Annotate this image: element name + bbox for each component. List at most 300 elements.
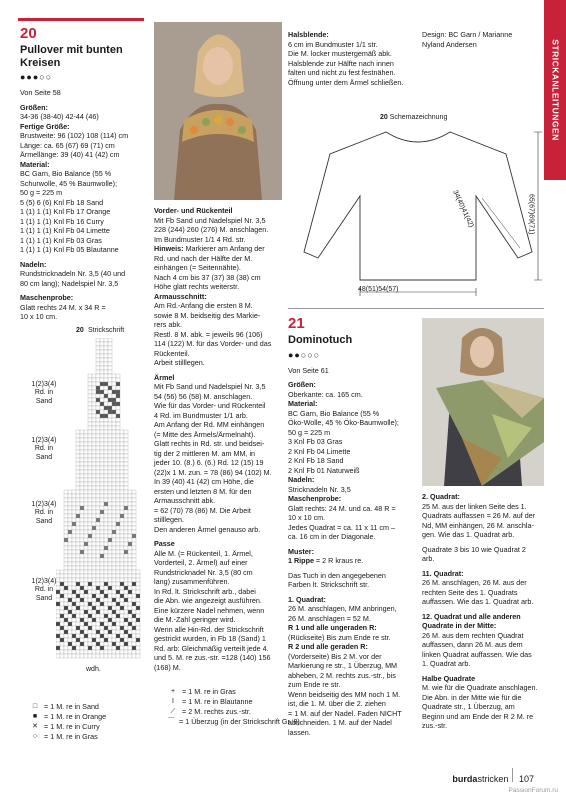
half-line: zus.-str. bbox=[422, 721, 448, 730]
chart-cell bbox=[108, 602, 112, 606]
chart-cell bbox=[100, 506, 104, 510]
chart-cell bbox=[96, 342, 100, 346]
chart-cell bbox=[96, 654, 100, 658]
chart-cell bbox=[104, 386, 108, 390]
chart-cell bbox=[124, 482, 128, 486]
chart-cell bbox=[88, 386, 92, 390]
chart-cell bbox=[80, 450, 84, 454]
chart-cell bbox=[128, 530, 132, 534]
chart-cell bbox=[96, 522, 100, 526]
chart-cell bbox=[104, 410, 108, 414]
chart-cell bbox=[100, 550, 104, 554]
chart-cell bbox=[72, 598, 76, 602]
chart-cell bbox=[116, 466, 120, 470]
chart-cell bbox=[92, 494, 96, 498]
chart-cell bbox=[96, 362, 100, 366]
chart-cell bbox=[76, 526, 80, 530]
chart-cell bbox=[112, 522, 116, 526]
chart-cell bbox=[80, 454, 84, 458]
chart-cell bbox=[92, 550, 96, 554]
chart-cell bbox=[96, 570, 100, 574]
chart-cell bbox=[84, 590, 88, 594]
chart-cell bbox=[96, 422, 100, 426]
chart-cell bbox=[116, 402, 120, 406]
material-line: 2 Knl Fb 01 Naturweiß bbox=[288, 465, 360, 475]
chart-cell bbox=[132, 542, 136, 546]
chart-cell bbox=[100, 490, 104, 494]
chart-cell bbox=[124, 530, 128, 534]
chart-cell bbox=[124, 598, 128, 602]
watermark: PassionForum.ru bbox=[508, 787, 558, 795]
chart-cell bbox=[100, 422, 104, 426]
chart-cell bbox=[76, 558, 80, 562]
chart-cell bbox=[80, 634, 84, 638]
chart-cell bbox=[72, 498, 76, 502]
chart-cell bbox=[120, 542, 124, 546]
chart-cell bbox=[88, 502, 92, 506]
chart-cell bbox=[92, 594, 96, 598]
chart-cell bbox=[104, 486, 108, 490]
chart-cell bbox=[68, 558, 72, 562]
chart-cell bbox=[136, 590, 140, 594]
chart-cell bbox=[60, 646, 64, 650]
chart-cell bbox=[60, 642, 64, 646]
chart-cell bbox=[92, 450, 96, 454]
chart-cell bbox=[68, 534, 72, 538]
armhole-text bbox=[154, 301, 286, 368]
chart-cell bbox=[88, 418, 92, 422]
chart-cell bbox=[96, 578, 100, 582]
chart-cell bbox=[68, 538, 72, 542]
chart-cell bbox=[96, 494, 100, 498]
chart-cell bbox=[88, 654, 92, 658]
chart-cell bbox=[132, 598, 136, 602]
gauge-line: 10 x 10 cm. bbox=[20, 312, 58, 322]
chart-cell bbox=[96, 498, 100, 502]
chart-cell bbox=[92, 606, 96, 610]
chart-cell bbox=[96, 606, 100, 610]
yoke-line: Rundstricknadel Nr. 3,5 (80 cm bbox=[154, 567, 253, 577]
chart-cell bbox=[72, 490, 76, 494]
chart-cell bbox=[84, 454, 88, 458]
chart-cell bbox=[72, 578, 76, 582]
chart-cell bbox=[124, 558, 128, 562]
chart-cell bbox=[72, 606, 76, 610]
neckband-line: falten und nicht zu fest festnähen. bbox=[288, 68, 396, 77]
chart-cell bbox=[64, 554, 68, 558]
chart-cell bbox=[68, 526, 72, 530]
chart-cell bbox=[92, 630, 96, 634]
chart-cell bbox=[80, 574, 84, 578]
chart-cell bbox=[112, 410, 116, 414]
chart-cell bbox=[76, 570, 80, 574]
chart-cell bbox=[108, 346, 112, 350]
chart-label-line: 1(2)3(4) bbox=[31, 578, 57, 585]
chart-cell bbox=[64, 574, 68, 578]
chart-cell bbox=[96, 530, 100, 534]
chart-cell bbox=[76, 478, 80, 482]
chart-cell bbox=[84, 518, 88, 522]
chart-cell bbox=[112, 610, 116, 614]
legend-row bbox=[30, 722, 148, 732]
chart-cell bbox=[100, 442, 104, 446]
chart-cell bbox=[108, 646, 112, 650]
chart-cell bbox=[120, 582, 124, 586]
chart-cell bbox=[108, 502, 112, 506]
chart-cell bbox=[56, 630, 60, 634]
chart-cell bbox=[112, 570, 116, 574]
chart-cell bbox=[84, 450, 88, 454]
chart-cell bbox=[132, 614, 136, 618]
chart-cell bbox=[108, 610, 112, 614]
chart-cell bbox=[64, 510, 68, 514]
yoke-line: Vorderteil, 2. Ärmel) auf einer bbox=[154, 558, 248, 567]
chart-cell bbox=[108, 534, 112, 538]
chart-cell bbox=[80, 534, 84, 538]
chart-cell bbox=[104, 346, 108, 350]
chart-cell bbox=[96, 442, 100, 446]
neckband-line: Halsblende zur Hälfte nach innen bbox=[288, 58, 394, 68]
chart-cell bbox=[120, 538, 124, 542]
chart-cell bbox=[92, 518, 96, 522]
chart-cell bbox=[104, 446, 108, 450]
chart-cell bbox=[108, 526, 112, 530]
chart-cell bbox=[136, 582, 140, 586]
chart-cell bbox=[76, 590, 80, 594]
chart-cell bbox=[92, 438, 96, 442]
neckband-line: Die M. locker mustergemäß abk. bbox=[288, 49, 392, 58]
chart-cell bbox=[60, 654, 64, 658]
chart-cell bbox=[100, 514, 104, 518]
chart-cell bbox=[128, 606, 132, 610]
chart-cell bbox=[92, 530, 96, 534]
material-line: 50 g = 225 m bbox=[288, 427, 331, 437]
chart-cell bbox=[96, 582, 100, 586]
chart-cell bbox=[72, 630, 76, 634]
chart-cell bbox=[100, 630, 104, 634]
material-line: 50 g = 225 m bbox=[20, 188, 63, 198]
shawl-photo-illustration bbox=[422, 318, 544, 486]
chart-cell bbox=[100, 534, 104, 538]
chart-cell bbox=[64, 490, 68, 494]
chart-cell bbox=[76, 482, 80, 486]
chart-cell bbox=[68, 514, 72, 518]
chart-cell bbox=[92, 470, 96, 474]
chart-cell bbox=[96, 466, 100, 470]
chart-cell bbox=[76, 546, 80, 550]
chart-cell bbox=[76, 650, 80, 654]
chart-cell bbox=[96, 518, 100, 522]
chart-cell bbox=[104, 602, 108, 606]
chart-cell bbox=[76, 626, 80, 630]
chart-cell bbox=[112, 622, 116, 626]
chart-cell bbox=[76, 574, 80, 578]
chart-cell bbox=[124, 446, 128, 450]
chart-cell bbox=[108, 638, 112, 642]
chart-cell bbox=[100, 558, 104, 562]
legend-text: = 1 M. re in Gras bbox=[44, 732, 98, 742]
chart-cell bbox=[80, 446, 84, 450]
chart-cell bbox=[104, 562, 108, 566]
chart-cell bbox=[88, 446, 92, 450]
chart-cell bbox=[116, 610, 120, 614]
pullover-photo bbox=[154, 22, 282, 200]
chart-cell bbox=[128, 622, 132, 626]
chart-cell bbox=[84, 470, 88, 474]
chart-cell bbox=[120, 566, 124, 570]
chart-cell bbox=[124, 502, 128, 506]
chart-cell bbox=[64, 582, 68, 586]
chart-cell bbox=[116, 514, 120, 518]
chart-cell bbox=[88, 474, 92, 478]
chart-cell bbox=[112, 562, 116, 566]
neckband-block bbox=[288, 30, 416, 87]
q1-heading: 1. Quadrat: bbox=[288, 594, 326, 604]
chart-cell bbox=[92, 482, 96, 486]
chart-cell bbox=[88, 614, 92, 618]
chart-cell bbox=[68, 654, 72, 658]
chart-cell bbox=[56, 626, 60, 630]
schematic-length: 65(67)69(71) bbox=[527, 193, 535, 235]
half-line: Beginn und am Ende der R 2 M. re bbox=[422, 711, 534, 721]
chart-cell bbox=[132, 642, 136, 646]
chart-cell bbox=[124, 562, 128, 566]
material-line: 1 (1) 1 (1) Knl Fb 17 Orange bbox=[20, 207, 111, 217]
chart-cell bbox=[120, 622, 124, 626]
chart-cell bbox=[104, 514, 108, 518]
section-tab-label: STRICKANLEITUNGEN bbox=[550, 39, 561, 141]
chart-cell bbox=[112, 626, 116, 630]
sleeve-heading: Ärmel bbox=[154, 372, 175, 382]
chart-cell bbox=[88, 442, 92, 446]
yoke-line: gestrickt wurden, in Fb 18 (Sand) 1 bbox=[154, 634, 266, 643]
chart-label-line: Rd. in bbox=[34, 586, 54, 594]
chart-cell bbox=[68, 506, 72, 510]
chart-cell bbox=[108, 650, 112, 654]
chart-cell bbox=[76, 606, 80, 610]
material-line: 1 (1) 1 (1) Knl Fb 16 Curry bbox=[20, 216, 104, 226]
chart-cell bbox=[88, 650, 92, 654]
chart-cell bbox=[136, 594, 140, 598]
chart-cell bbox=[84, 578, 88, 582]
chart-cell bbox=[60, 586, 64, 590]
chart-cell bbox=[116, 422, 120, 426]
q1-text bbox=[288, 604, 418, 623]
chart-cell bbox=[100, 438, 104, 442]
chart-cell bbox=[116, 578, 120, 582]
chart-cell bbox=[108, 626, 112, 630]
chart-cell bbox=[56, 634, 60, 638]
chart-cell bbox=[128, 642, 132, 646]
chart-cell bbox=[104, 426, 108, 430]
chart-cell bbox=[112, 598, 116, 602]
chart-cell bbox=[64, 566, 68, 570]
yoke-line: (168) M. bbox=[154, 662, 181, 672]
chart-cell bbox=[124, 494, 128, 498]
page-footer bbox=[452, 774, 534, 786]
finished-size-line: Brustweite: 96 (102) 108 (114) cm bbox=[20, 131, 129, 141]
chart-cell bbox=[88, 518, 92, 522]
chart-cell bbox=[60, 634, 64, 638]
chart-cell bbox=[104, 478, 108, 482]
chart-cell bbox=[136, 618, 140, 622]
chart-cell bbox=[128, 638, 132, 642]
chart-cell bbox=[92, 642, 96, 646]
chart-label-2 bbox=[28, 437, 60, 462]
chart-cell bbox=[88, 462, 92, 466]
chart-cell bbox=[112, 494, 116, 498]
chart-cell bbox=[100, 354, 104, 358]
chart-cell bbox=[92, 486, 96, 490]
chart-cell bbox=[108, 518, 112, 522]
knitting-chart bbox=[56, 338, 142, 666]
chart-cell bbox=[96, 406, 100, 410]
chart-cell bbox=[104, 538, 108, 542]
p21-pattern-label: Muster: bbox=[288, 546, 314, 556]
chart-cell bbox=[108, 586, 112, 590]
chart-cell bbox=[60, 574, 64, 578]
chart-cell bbox=[92, 402, 96, 406]
chart-cell bbox=[120, 578, 124, 582]
p21-material-label: Material: bbox=[288, 399, 318, 409]
chart-cell bbox=[104, 394, 108, 398]
chart-cell bbox=[128, 490, 132, 494]
chart-cell bbox=[100, 486, 104, 490]
chart-cell bbox=[96, 602, 100, 606]
q1-even-line: zum Ende re str. bbox=[288, 680, 341, 690]
chart-cell bbox=[76, 506, 80, 510]
q11-text bbox=[422, 578, 544, 607]
chart-cell bbox=[120, 598, 124, 602]
chart-cell bbox=[104, 542, 108, 546]
chart-cell bbox=[100, 498, 104, 502]
chart-cell bbox=[84, 586, 88, 590]
schematic-width: 48(51)54(57) bbox=[358, 286, 399, 293]
chart-cell bbox=[124, 514, 128, 518]
chart-cell bbox=[88, 510, 92, 514]
chart-cell bbox=[76, 566, 80, 570]
chart-cell bbox=[96, 574, 100, 578]
chart-cell bbox=[120, 446, 124, 450]
chart-cell bbox=[80, 538, 84, 542]
chart-cell bbox=[100, 634, 104, 638]
chart-cell bbox=[88, 426, 92, 430]
chart-cell bbox=[68, 606, 72, 610]
chart-cell bbox=[136, 630, 140, 634]
chart-cell bbox=[100, 458, 104, 462]
needles-list bbox=[20, 269, 150, 288]
chart-cell bbox=[112, 502, 116, 506]
gauge-line: 10 x 10 cm. bbox=[288, 513, 326, 523]
yoke-line: lang) zusammenführen. bbox=[154, 577, 230, 586]
chart-cell bbox=[92, 538, 96, 542]
chart-cell bbox=[88, 438, 92, 442]
chart-cell bbox=[124, 610, 128, 614]
chart-cell bbox=[104, 518, 108, 522]
chart-cell bbox=[80, 578, 84, 582]
chart-cell bbox=[124, 626, 128, 630]
q12-line: 1. Quadrat arb. bbox=[422, 659, 471, 668]
chart-cell bbox=[88, 574, 92, 578]
armhole-line: Am Rd.-Anfang die ersten 8 M. bbox=[154, 301, 253, 310]
chart-cell bbox=[136, 578, 140, 582]
chart-cell bbox=[132, 606, 136, 610]
chart-cell bbox=[92, 626, 96, 630]
chart-cell bbox=[136, 614, 140, 618]
chart-cell bbox=[116, 410, 120, 414]
chart-cell bbox=[124, 650, 128, 654]
chart-cell bbox=[132, 590, 136, 594]
chart-cell bbox=[112, 498, 116, 502]
q1-line: 26 M. anschlagen, MM anbringen, bbox=[288, 604, 397, 614]
chart-cell bbox=[88, 450, 92, 454]
chart-cell bbox=[132, 530, 136, 534]
chart-cell bbox=[132, 634, 136, 638]
chart-cell bbox=[72, 622, 76, 626]
chart-cell bbox=[88, 394, 92, 398]
chart-cell bbox=[104, 590, 108, 594]
chart-cell bbox=[80, 498, 84, 502]
chart-cell bbox=[108, 410, 112, 414]
chart-cell bbox=[128, 538, 132, 542]
chart-cell bbox=[92, 554, 96, 558]
p21-needles-label: Nadeln: bbox=[288, 475, 315, 485]
chart-cell bbox=[112, 634, 116, 638]
chart-cell bbox=[88, 622, 92, 626]
chart-cell bbox=[120, 434, 124, 438]
chart-cell bbox=[112, 534, 116, 538]
chart-cell bbox=[104, 522, 108, 526]
chart-cell bbox=[128, 602, 132, 606]
chart-label-1 bbox=[28, 381, 60, 406]
chart-cell bbox=[68, 602, 72, 606]
chart-cell bbox=[64, 654, 68, 658]
chart-cell bbox=[108, 442, 112, 446]
chart-cell bbox=[84, 614, 88, 618]
chart-cell bbox=[68, 498, 72, 502]
chart-cell bbox=[120, 442, 124, 446]
chart-cell bbox=[92, 646, 96, 650]
chart-cell bbox=[80, 618, 84, 622]
chart-cell bbox=[104, 634, 108, 638]
design-credit bbox=[422, 30, 540, 49]
chart-cell bbox=[88, 562, 92, 566]
chart-cell bbox=[84, 626, 88, 630]
chart-cell bbox=[104, 594, 108, 598]
chart-cell bbox=[108, 490, 112, 494]
chart-cell bbox=[108, 414, 112, 418]
chart-cell bbox=[116, 638, 120, 642]
chart-cell bbox=[96, 366, 100, 370]
chart-cell bbox=[112, 558, 116, 562]
chart-cell bbox=[120, 654, 124, 658]
chart-title: Strickschrift bbox=[88, 327, 125, 334]
chart-cell bbox=[76, 634, 80, 638]
material-line: Öko-Wolle, 45 % Öko-Baumwolle); bbox=[288, 418, 399, 428]
chart-cell bbox=[88, 582, 92, 586]
chart-cell bbox=[76, 494, 80, 498]
chart-cell bbox=[100, 358, 104, 362]
chart-cell bbox=[116, 378, 120, 382]
front-back-text bbox=[154, 216, 286, 245]
chart-cell bbox=[64, 530, 68, 534]
chart-cell bbox=[92, 634, 96, 638]
chart-cell bbox=[88, 430, 92, 434]
chart-cell bbox=[128, 550, 132, 554]
chart-cell bbox=[84, 522, 88, 526]
chart-cell bbox=[120, 462, 124, 466]
half-squares-heading: Halbe Quadrate bbox=[422, 673, 476, 683]
